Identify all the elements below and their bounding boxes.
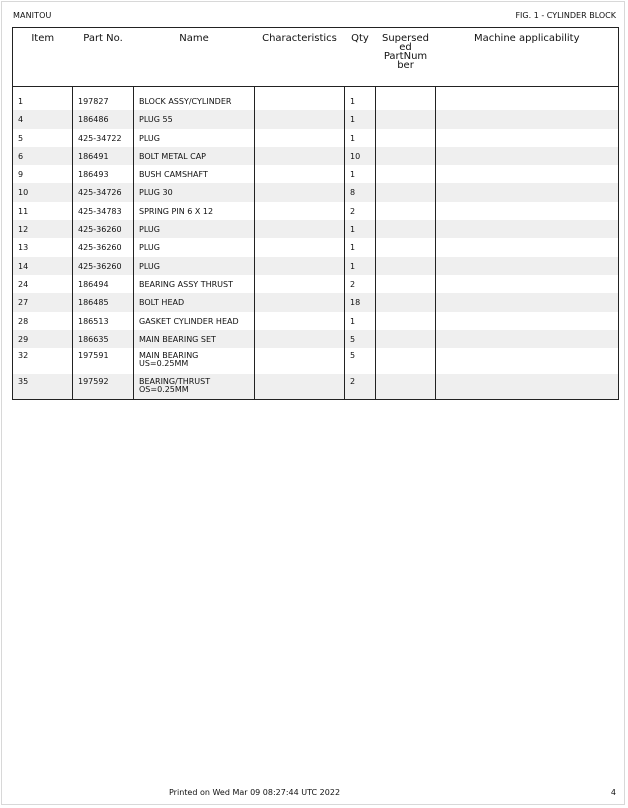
cell-machine bbox=[436, 165, 619, 183]
cell-characteristics bbox=[255, 183, 345, 201]
cell-qty: 1 bbox=[345, 92, 376, 110]
cell-qty: 1 bbox=[345, 110, 376, 128]
cell-item: 27 bbox=[13, 293, 73, 311]
table-row bbox=[13, 165, 619, 183]
cell-name: MAIN BEARING SET bbox=[134, 330, 255, 348]
header-manufacturer: MANITOU bbox=[13, 11, 52, 20]
cell-superseded bbox=[376, 220, 436, 238]
cell-name: BEARING ASSY THRUST bbox=[134, 275, 255, 293]
cell-name-line2: OS=0.25MM bbox=[139, 384, 189, 394]
table-row bbox=[13, 293, 619, 311]
cell-item: 1 bbox=[18, 97, 24, 106]
col-header-superseded bbox=[376, 28, 436, 87]
cell-characteristics bbox=[255, 220, 345, 238]
cell-qty: 8 bbox=[345, 183, 376, 201]
cell-superseded bbox=[376, 275, 436, 293]
cell-machine bbox=[436, 312, 619, 330]
cell-part-no: 197591 bbox=[73, 348, 134, 374]
cell-superseded bbox=[376, 92, 436, 110]
cell-qty: 1 bbox=[345, 312, 376, 330]
cell-machine bbox=[436, 293, 619, 311]
cell-part-no: 186491 bbox=[73, 147, 134, 165]
cell-item: 13 bbox=[18, 243, 29, 253]
cell-item: 4 bbox=[13, 110, 73, 128]
table-row bbox=[13, 147, 619, 165]
cell-machine bbox=[436, 183, 619, 201]
table-row bbox=[13, 348, 619, 374]
col-header-superseded-line: Supersed bbox=[381, 33, 429, 44]
cell-qty: 1 bbox=[345, 257, 376, 275]
cell-superseded bbox=[376, 257, 436, 275]
col-header-part-no: Part No. bbox=[73, 28, 134, 87]
table-row bbox=[13, 92, 619, 110]
table-row bbox=[13, 238, 619, 256]
table-row bbox=[13, 330, 619, 348]
cell-item: 5 bbox=[18, 133, 24, 143]
col-header-qty: Qty bbox=[345, 28, 376, 87]
cell-name: BOLT METAL CAP bbox=[134, 147, 255, 165]
header-figure-title: FIG. 1 - CYLINDER BLOCK bbox=[515, 11, 616, 20]
cell-qty: 18 bbox=[345, 293, 376, 311]
cell-machine bbox=[436, 220, 619, 238]
cell-machine bbox=[436, 330, 619, 348]
cell-name: BEARING/THRUST OS=0.25MM bbox=[134, 374, 255, 400]
cell-superseded bbox=[376, 293, 436, 311]
cell-name: PLUG bbox=[134, 129, 255, 147]
cell-name: PLUG 30 bbox=[134, 183, 255, 201]
cell-part-no: 186486 bbox=[73, 110, 134, 128]
cell-machine bbox=[436, 92, 619, 110]
cell-name: BUSH CAMSHAFT bbox=[134, 165, 255, 183]
cell-qty: 5 bbox=[345, 348, 376, 374]
table-row bbox=[13, 257, 619, 275]
cell-part-no: 197592 bbox=[73, 374, 134, 400]
parts-table bbox=[12, 27, 619, 400]
cell-machine bbox=[436, 374, 619, 400]
cell-name: PLUG 55 bbox=[134, 110, 255, 128]
cell-part-no: 186635 bbox=[73, 330, 134, 348]
table-row bbox=[13, 312, 619, 330]
cell-superseded bbox=[376, 183, 436, 201]
cell-part-no: 425-34783 bbox=[73, 202, 134, 220]
table-row bbox=[13, 202, 619, 220]
cell-superseded bbox=[376, 147, 436, 165]
printed-timestamp: Printed on Wed Mar 09 08:27:44 UTC 2022 bbox=[169, 788, 341, 797]
cell-characteristics bbox=[255, 293, 345, 311]
cell-name: BLOCK ASSY/CYLINDER bbox=[134, 92, 255, 110]
cell-item: 35 bbox=[13, 374, 73, 400]
cell-superseded bbox=[376, 165, 436, 183]
cell-machine bbox=[436, 275, 619, 293]
parts-table-body bbox=[13, 87, 619, 400]
cell-machine bbox=[436, 348, 619, 374]
cell-qty: 1 bbox=[345, 129, 376, 147]
cell-characteristics bbox=[255, 330, 345, 348]
cell-name: PLUG bbox=[134, 238, 255, 256]
cell-name: MAIN BEARING US=0.25MM bbox=[134, 348, 255, 374]
cell-superseded bbox=[376, 202, 436, 220]
cell-characteristics bbox=[255, 275, 345, 293]
cell-part-no: 186493 bbox=[73, 165, 134, 183]
cell-characteristics bbox=[255, 92, 345, 110]
cell-part-no: 425-36260 bbox=[73, 220, 134, 238]
cell-name: BOLT HEAD bbox=[134, 293, 255, 311]
cell-characteristics bbox=[255, 374, 345, 400]
cell-part-no: 425-34722 bbox=[73, 129, 134, 147]
cell-superseded bbox=[376, 348, 436, 374]
cell-characteristics bbox=[255, 129, 345, 147]
cell-characteristics bbox=[255, 147, 345, 165]
cell-qty: 10 bbox=[345, 147, 376, 165]
cell-machine bbox=[436, 238, 619, 256]
cell-item: 9 bbox=[18, 170, 24, 180]
cell-item: 12 bbox=[13, 220, 73, 238]
cell-machine bbox=[436, 202, 619, 220]
cell-name: GASKET CYLINDER HEAD bbox=[134, 312, 255, 330]
cell-superseded bbox=[376, 312, 436, 330]
cell-item: 24 bbox=[18, 279, 29, 289]
cell-characteristics bbox=[255, 257, 345, 275]
cell-qty: 1 bbox=[345, 220, 376, 238]
col-header-superseded-line: ed bbox=[399, 42, 412, 53]
cell-superseded bbox=[376, 330, 436, 348]
cell-part-no: 425-34726 bbox=[73, 183, 134, 201]
col-header-name: Name bbox=[134, 28, 255, 87]
cell-item: 29 bbox=[13, 330, 73, 348]
cell-characteristics bbox=[255, 312, 345, 330]
cell-part-no: 186513 bbox=[73, 312, 134, 330]
col-header-characteristics: Characteristics bbox=[255, 28, 345, 87]
cell-qty: 5 bbox=[345, 330, 376, 348]
cell-qty: 2 bbox=[345, 275, 376, 293]
cell-part-no: 186494 bbox=[73, 275, 134, 293]
table-row bbox=[13, 183, 619, 201]
cell-machine bbox=[436, 257, 619, 275]
cell-characteristics bbox=[255, 110, 345, 128]
col-header-machine-applicability: Machine applicability bbox=[436, 28, 619, 87]
cell-qty: 2 bbox=[345, 202, 376, 220]
cell-part-no: 186485 bbox=[73, 293, 134, 311]
cell-characteristics bbox=[255, 348, 345, 374]
cell-machine bbox=[436, 110, 619, 128]
cell-machine bbox=[436, 129, 619, 147]
cell-characteristics bbox=[255, 202, 345, 220]
cell-name: PLUG bbox=[134, 220, 255, 238]
cell-item: 10 bbox=[13, 183, 73, 201]
cell-item: 6 bbox=[13, 147, 73, 165]
page-number: 4 bbox=[610, 788, 616, 797]
cell-part-no: 197827 bbox=[73, 92, 134, 110]
table-row bbox=[13, 220, 619, 238]
cell-superseded bbox=[376, 238, 436, 256]
cell-qty: 1 bbox=[345, 165, 376, 183]
table-header-row bbox=[13, 28, 619, 87]
cell-characteristics bbox=[255, 238, 345, 256]
cell-item: 14 bbox=[13, 257, 73, 275]
cell-name-line2: US=0.25MM bbox=[139, 359, 189, 369]
cell-qty: 1 bbox=[345, 238, 376, 256]
cell-item: 28 bbox=[18, 316, 29, 326]
table-row bbox=[13, 275, 619, 293]
col-header-superseded-line: ber bbox=[397, 60, 414, 71]
col-header-item: Item bbox=[13, 28, 73, 87]
cell-superseded bbox=[376, 110, 436, 128]
cell-superseded bbox=[376, 129, 436, 147]
cell-item: 32 bbox=[18, 351, 29, 361]
table-row bbox=[13, 374, 619, 400]
table-row bbox=[13, 110, 619, 128]
col-header-superseded-line: PartNum bbox=[383, 51, 428, 62]
cell-superseded bbox=[376, 374, 436, 400]
cell-machine bbox=[436, 147, 619, 165]
table-row bbox=[13, 129, 619, 147]
cell-part-no: 425-36260 bbox=[73, 238, 134, 256]
cell-qty: 2 bbox=[345, 374, 376, 400]
cell-characteristics bbox=[255, 165, 345, 183]
cell-item: 11 bbox=[18, 206, 29, 216]
cell-part-no: 425-36260 bbox=[73, 257, 134, 275]
cell-name: PLUG bbox=[134, 257, 255, 275]
cell-name: SPRING PIN 6 X 12 bbox=[134, 202, 255, 220]
